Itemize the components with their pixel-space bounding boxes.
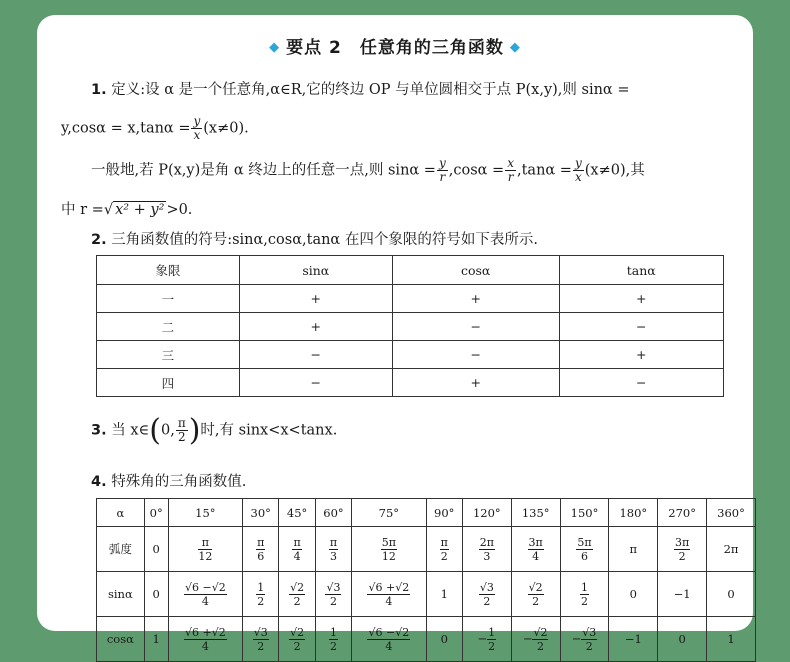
table-header-cell: 150° [560,499,609,527]
table-cell: $\frac{1}{2}$ [560,572,609,617]
table-header-cell: α [97,499,145,527]
table-cell: tanα [559,256,723,285]
para-text: y,cosα = x,tanα = [61,120,191,137]
table-header-cell: 60° [315,499,351,527]
table-header-cell: 120° [462,499,511,527]
table-cell: cosα [392,256,559,285]
fraction: $\frac{y}{x}$ [193,114,201,142]
fraction: $\frac{\pi}{2}$ [177,416,186,444]
sqrt-expression: x² + y² [115,202,165,218]
para-1-line-2 [61,115,249,142]
table-cell: 2π [707,527,756,572]
table-cell: $\frac{√6 +√2}{4}$ [168,617,242,662]
table-cell: $\frac{\pi}{4}$ [279,527,315,572]
table-cell: $\frac{√2}{2}$ [279,617,315,662]
para-text: 0, [160,422,175,439]
table-cell: $\frac{3\pi}{4}$ [511,527,560,572]
para-2-line-1 [91,157,645,184]
table-cell: 0 [426,617,462,662]
table-header-cell: 45° [279,499,315,527]
table-row [97,313,724,341]
table-cell: − [239,341,392,369]
table-cell: 1 [707,617,756,662]
table-cell: − [392,313,559,341]
table-cell: 一 [97,285,240,313]
table-header-cell: 90° [426,499,462,527]
table-cell: π [609,527,658,572]
table-cell: −1 [609,617,658,662]
table-cell: 0 [707,572,756,617]
table-header-cell: 135° [511,499,560,527]
table-row [97,256,724,285]
fraction: $\frac{y}{r}$ [438,156,446,184]
table-cell: $\frac{√2}{2}$ [279,572,315,617]
table-cell: $\frac{\pi}{3}$ [315,527,351,572]
table-cell: + [239,285,392,313]
para-text: 三角函数值的符号:sinα,cosα,tanα 在四个象限的符号如下表所示. [111,232,538,248]
content-card [37,15,753,653]
table-cell: sinα [97,572,145,617]
para-text: ,tanα = [516,162,572,179]
table-cell: $\frac{5\pi}{6}$ [560,527,609,572]
table-cell: + [559,341,723,369]
table-cell: 四 [97,369,240,397]
table-row [97,527,756,572]
title-text: 任意角的三角函数 [359,38,504,58]
table-cell: sinα [239,256,392,285]
table-row [97,617,756,662]
para-5 [91,470,246,491]
table-cell: $\frac{\pi}{2}$ [426,527,462,572]
table-header-cell: 0° [144,499,168,527]
para-text: (x≠0),其 [584,162,645,179]
table-cell: $\frac{1}{2}$ [315,617,351,662]
para-text: 当 x∈ [111,422,150,439]
table-cell: $\frac{1}{2}$ [243,572,279,617]
table-row [97,341,724,369]
table-row [97,369,724,397]
table-row [97,285,724,313]
item-number: 3. [91,422,107,439]
para-text: 一般地,若 P(x,y)是角 α 终边上的任意一点,则 sinα = [91,162,436,179]
item-number: 1. [91,82,107,98]
item-number: 4. [91,474,107,490]
item-number: 2. [91,232,107,248]
para-2-line-2: 中 r =√ x² + y² >0. [61,202,193,218]
table-header-cell: 75° [352,499,426,527]
table-cell: $\frac{√6 +√2}{4}$ [352,572,426,617]
table-header-cell: 15° [168,499,242,527]
table-cell: $\frac{√6 -√2}{4}$ [168,572,242,617]
table-cell: $\frac{\pi}{12}$ [168,527,242,572]
table-cell: − [559,369,723,397]
table-cell: − [559,313,723,341]
table-cell: 0 [144,572,168,617]
para-1-line-1 [91,78,629,99]
table-cell: $\frac{5\pi}{12}$ [352,527,426,572]
table-cell: $\frac{√3}{2}$ [315,572,351,617]
table-cell: 0 [609,572,658,617]
table-cell: 1 [426,572,462,617]
table-row [97,572,756,617]
para-text: 时,有 sinx<x<tanx. [200,422,338,439]
para-text: (x≠0). [203,120,249,137]
table-cell: $\frac{√6 -√2}{4}$ [352,617,426,662]
para-text: ,cosα = [448,162,505,179]
table-cell: $\frac{3\pi}{2}$ [658,527,707,572]
table-cell: $\frac{√3}{2}$ [243,617,279,662]
para-text: 特殊角的三角函数值. [111,474,247,490]
table-cell: 象限 [97,256,240,285]
table-cell: 1 [144,617,168,662]
table-cell: 0 [144,527,168,572]
table-cell: − $\frac{√2}{2}$ [511,617,560,662]
fraction: $\frac{x}{r}$ [507,156,514,184]
para-text: >0. [166,202,193,218]
para-text: 中 r = [61,202,104,218]
table-cell: 弧度 [97,527,145,572]
title-label: 要点 2 [286,38,342,58]
table-cell: − [239,369,392,397]
section-title [37,33,753,58]
para-4 [91,413,337,448]
table-cell: 三 [97,341,240,369]
special-angle-table [96,498,756,662]
table-cell: − [392,341,559,369]
table-row [97,499,756,527]
table-cell: −1 [658,572,707,617]
table-cell: + [239,313,392,341]
fraction: $\frac{y}{x}$ [574,156,582,184]
table-cell: cosα [97,617,145,662]
table-header-cell: 30° [243,499,279,527]
table-cell: $\frac{√3}{2}$ [462,572,511,617]
table-cell: 二 [97,313,240,341]
sign-table [96,255,724,397]
table-cell: − $\frac{√3}{2}$ [560,617,609,662]
table-header-cell: 180° [609,499,658,527]
paren: ) [188,413,201,448]
table-cell: + [559,285,723,313]
diamond-icon: ◆ [269,40,281,55]
table-cell: + [392,285,559,313]
table-cell: $\frac{√2}{2}$ [511,572,560,617]
para-3 [91,228,538,249]
diamond-icon: ◆ [509,40,521,55]
table-header-cell: 270° [658,499,707,527]
table-cell: $\frac{\pi}{6}$ [243,527,279,572]
table-cell: 0 [658,617,707,662]
table-cell: $\frac{2\pi}{3}$ [462,527,511,572]
paren: ( [149,413,161,448]
table-header-cell: 360° [707,499,756,527]
para-text: 定义:设 α 是一个任意角,α∈R,它的终边 OP 与单位圆相交于点 P(x,y),则 sinα = [111,82,630,98]
table-cell: − $\frac{1}{2}$ [462,617,511,662]
table-cell: + [392,369,559,397]
